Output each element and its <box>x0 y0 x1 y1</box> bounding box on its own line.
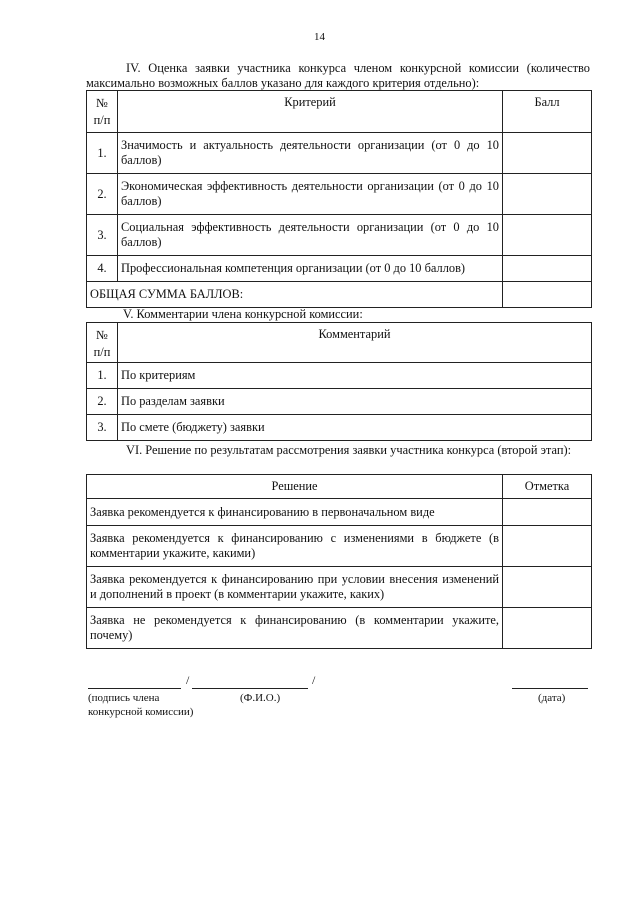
row-number: 2. <box>87 174 118 215</box>
table-row <box>87 567 592 608</box>
decision-text: Заявка не рекомендуется к финансированию (в комментарии укажите, почему) <box>87 608 503 649</box>
criteria-header-row <box>87 91 592 133</box>
decision-text: Заявка рекомендуется к финансированию в первоначальном виде <box>87 499 503 526</box>
signature-caption: (подпись члена конкурсной комиссии) <box>88 692 194 718</box>
row-number: 3. <box>87 215 118 256</box>
separator-slash: / <box>186 673 190 687</box>
row-number: 1. <box>87 133 118 174</box>
comment-text[interactable]: По разделам заявки <box>118 389 592 415</box>
section-6-heading: VI. Решение по результатам рассмотрения заявки участника конкурса (второй этап): <box>126 443 572 457</box>
criterion-text: Социальная эффективность деятельности организации (от 0 до 10 баллов) <box>118 215 503 256</box>
date-line[interactable] <box>512 688 588 689</box>
decision-text: Заявка рекомендуется к финансированию с изменениями в бюджете (в комментарии укажите, какими) <box>87 526 503 567</box>
criterion-text: Значимость и актуальность деятельности организации (от 0 до 10 баллов) <box>118 133 503 174</box>
section-4-heading: IV. Оценка заявки участника конкурса членом конкурсной комиссии (количество максимально возможных баллов указано для каждого критерия отдельно): <box>86 61 590 90</box>
column-header-comment: Комментарий <box>118 323 592 363</box>
separator-slash: / <box>312 673 316 687</box>
table-row <box>87 256 592 282</box>
score-cell[interactable] <box>503 215 592 256</box>
row-number: 3. <box>87 415 118 441</box>
section-5-heading: V. Комментарии члена конкурсной комиссии: <box>123 307 363 321</box>
table-row <box>87 415 592 441</box>
page-number: 14 <box>314 31 325 43</box>
table-row <box>87 499 592 526</box>
criterion-text: Экономическая эффективность деятельности организации (от 0 до 10 баллов) <box>118 174 503 215</box>
mark-cell[interactable] <box>503 499 592 526</box>
comments-table <box>86 322 592 441</box>
table-row <box>87 363 592 389</box>
row-number: 2. <box>87 389 118 415</box>
mark-cell[interactable] <box>503 608 592 649</box>
decision-table <box>86 474 592 649</box>
mark-cell[interactable] <box>503 526 592 567</box>
criteria-table <box>86 90 592 308</box>
row-number: 1. <box>87 363 118 389</box>
total-row <box>87 282 592 308</box>
date-caption: (дата) <box>538 692 566 704</box>
column-header-decision: Решение <box>87 475 503 499</box>
total-score-cell[interactable] <box>503 282 592 308</box>
comments-header-row <box>87 323 592 363</box>
column-header-mark: Отметка <box>503 475 592 499</box>
score-cell[interactable] <box>503 133 592 174</box>
table-row <box>87 608 592 649</box>
row-number: 4. <box>87 256 118 282</box>
signature-line[interactable] <box>88 688 181 689</box>
total-label: ОБЩАЯ СУММА БАЛЛОВ: <box>87 282 503 308</box>
criterion-text: Профессиональная компетенция организации (от 0 до 10 баллов) <box>118 256 503 282</box>
name-line[interactable] <box>192 688 308 689</box>
column-header-number: № п/п <box>87 91 118 133</box>
comment-text[interactable]: По критериям <box>118 363 592 389</box>
score-cell[interactable] <box>503 256 592 282</box>
comment-text[interactable]: По смете (бюджету) заявки <box>118 415 592 441</box>
mark-cell[interactable] <box>503 567 592 608</box>
column-header-criterion: Критерий <box>118 91 503 133</box>
table-row <box>87 174 592 215</box>
table-row <box>87 526 592 567</box>
table-row <box>87 215 592 256</box>
column-header-number: № п/п <box>87 323 118 363</box>
decision-header-row <box>87 475 592 499</box>
decision-text: Заявка рекомендуется к финансированию при условии внесения изменений и дополнений в проект (в комментарии укажите, каких) <box>87 567 503 608</box>
score-cell[interactable] <box>503 174 592 215</box>
table-row <box>87 389 592 415</box>
column-header-score: Балл <box>503 91 592 133</box>
table-row <box>87 133 592 174</box>
name-caption: (Ф.И.О.) <box>240 692 281 704</box>
